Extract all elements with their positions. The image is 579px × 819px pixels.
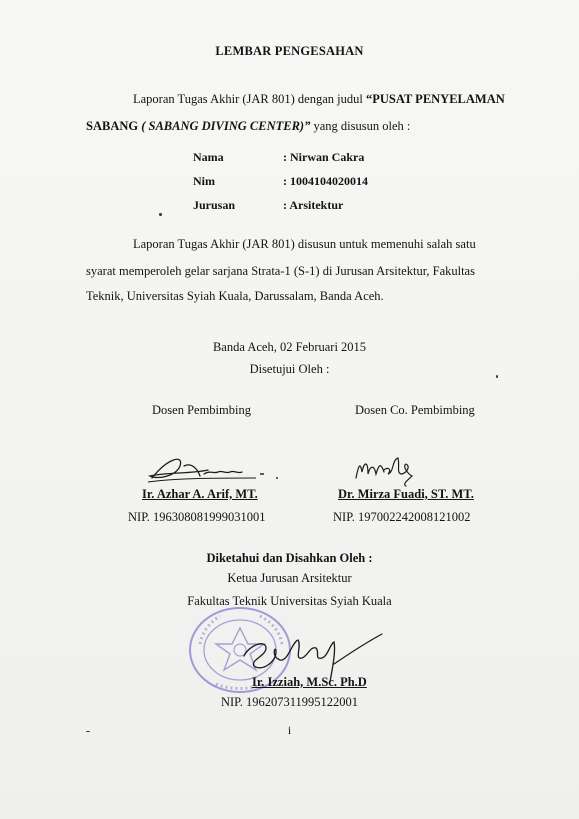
co-supervisor-nip: NIP. 197002242008121002	[333, 510, 471, 524]
co-supervisor-signature	[352, 448, 452, 488]
student-name-value: : Nirwan Cakra	[283, 150, 365, 164]
place-date: Banda Aceh, 02 Februari 2015	[212, 340, 367, 354]
student-id-label: Nim	[193, 174, 215, 188]
report-title-part-1: “PUSAT PENYELAMAN	[365, 92, 505, 106]
supervisor-nip: NIP. 196308081999031001	[128, 510, 266, 524]
page-title: LEMBAR PENGESAHAN	[215, 44, 364, 58]
department-label: Jurusan	[193, 198, 236, 212]
page-number: i	[287, 723, 292, 737]
intro-suffix: yang disusun oleh :	[310, 119, 411, 133]
ink-speck	[86, 731, 90, 732]
ink-speck	[159, 213, 162, 216]
report-title-italic: ( SABANG DIVING CENTER)”	[141, 119, 311, 133]
intro-line-2	[86, 113, 410, 140]
student-name-label: Nama	[193, 150, 224, 164]
co-supervisor-role: Dosen Co. Pembimbing	[355, 403, 475, 417]
department-head-nip: NIP. 196207311995122001	[220, 695, 359, 709]
supervisor-role: Dosen Pembimbing	[152, 403, 251, 417]
ratification-label: Diketahui dan Disahkan Oleh :	[206, 551, 373, 565]
supervisor-signature	[138, 448, 288, 488]
report-title-part-2: SABANG	[86, 119, 142, 133]
faculty-name: Fakultas Teknik Universitas Syiah Kuala	[187, 594, 392, 608]
co-supervisor-name: Dr. Mirza Fuadi, ST. MT.	[338, 487, 474, 501]
department-value: : Arsitektur	[283, 198, 344, 212]
intro-line-1	[133, 86, 505, 113]
supervisor-name: Ir. Azhar A. Arif, MT.	[142, 487, 258, 501]
student-id-value: : 1004104020014	[283, 174, 368, 188]
approved-by-label: Disetujui Oleh :	[249, 362, 330, 376]
intro-prefix: Laporan Tugas Akhir (JAR 801) dengan judul	[133, 92, 366, 106]
purpose-line-2: syarat memperoleh gelar sarjana Strata-1 (S-1) di Jurusan Arsitektur, Fakultas	[86, 264, 475, 278]
purpose-line-3: Teknik, Universitas Syiah Kuala, Darussalam, Banda Aceh.	[86, 289, 384, 303]
department-head-name: Ir. Izziah, M.Sc. Ph.D	[252, 675, 367, 689]
purpose-line-1: Laporan Tugas Akhir (JAR 801) disusun untuk memenuhi salah satu	[133, 237, 476, 251]
department-head-title: Ketua Jurusan Arsitektur	[227, 571, 352, 585]
